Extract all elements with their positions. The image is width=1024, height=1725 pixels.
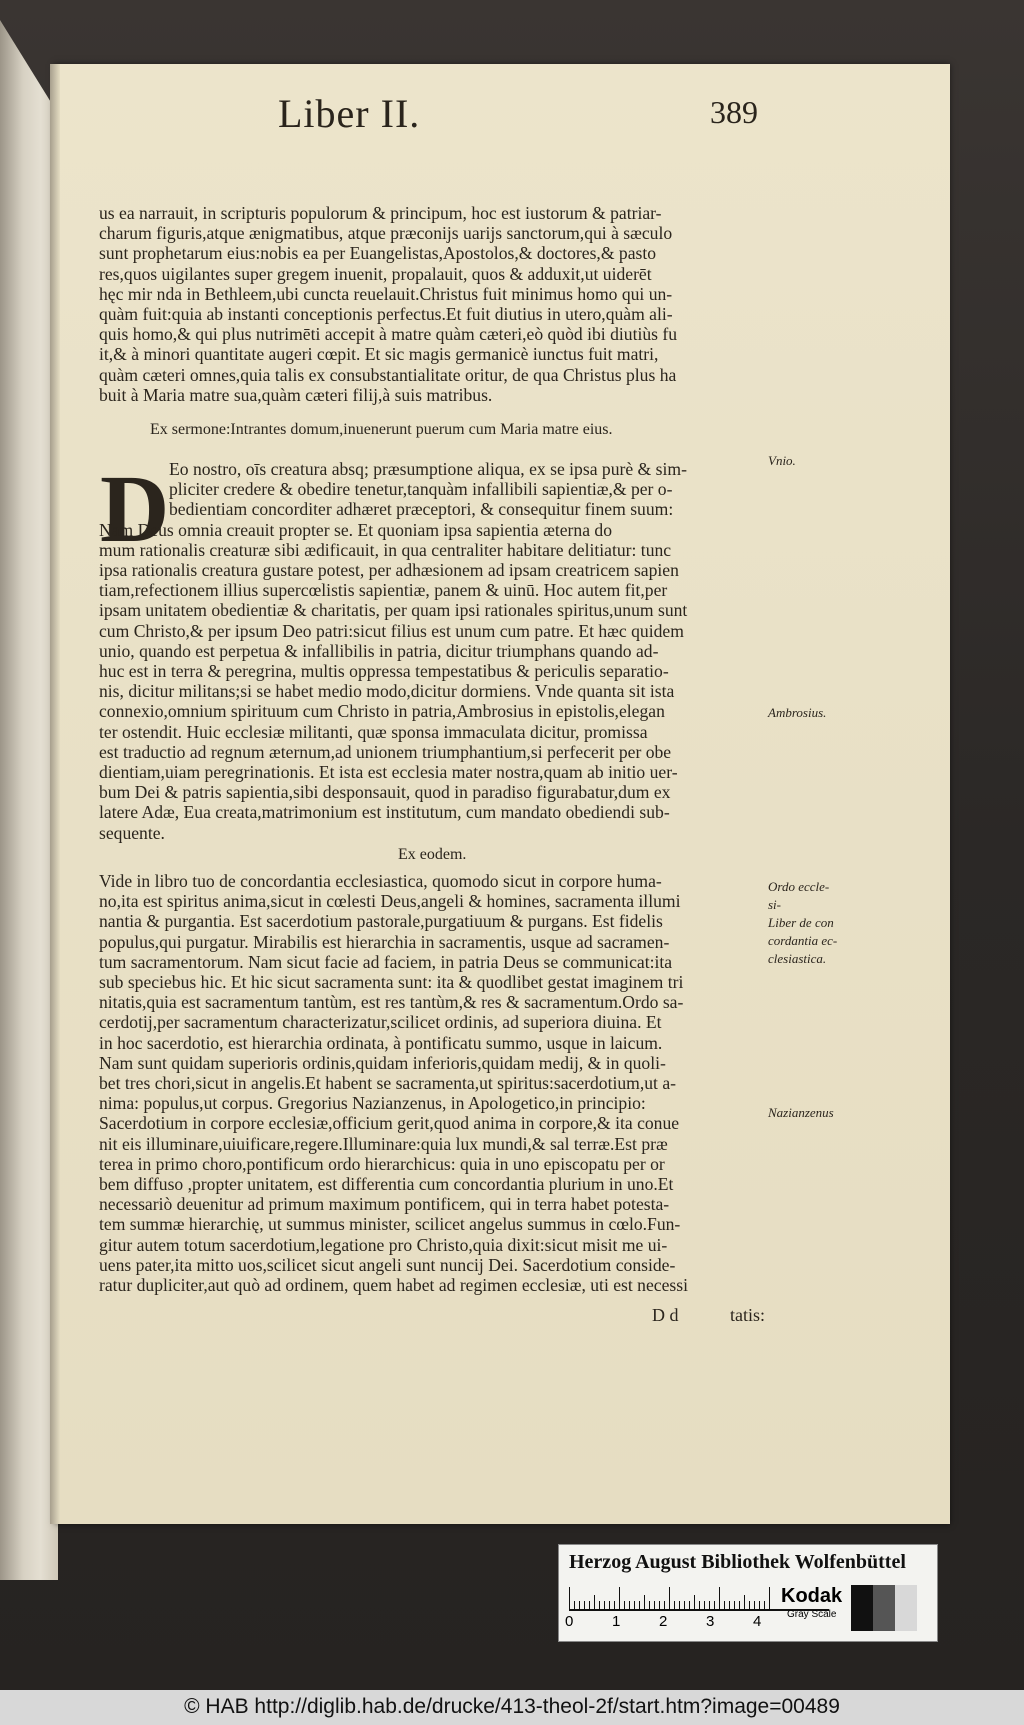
library-name: Herzog August Bibliothek Wolfenbüttel <box>569 1551 906 1573</box>
ruler-tick <box>764 1601 765 1609</box>
ruler-tick <box>694 1595 695 1609</box>
ruler-tick <box>569 1587 570 1609</box>
ruler-tick <box>624 1601 625 1609</box>
paragraph-2 <box>99 455 759 843</box>
rubric-sermon: Ex sermone:Intrantes domum,inuenerunt puerum cum Maria matre eius. <box>150 421 613 438</box>
ruler-tick <box>619 1587 620 1609</box>
text-line: necessariò deuenitur ad primum maximum pontificem, qui in terra habet potesta- <box>99 1194 670 1215</box>
text-line: buit à Maria matre sua,quàm cæteri filij,à suis matribus. <box>99 384 493 405</box>
ruler-tick <box>674 1601 675 1609</box>
ruler-tick <box>689 1601 690 1609</box>
ruler-tick <box>729 1601 730 1609</box>
ruler-tick <box>589 1601 590 1609</box>
text-line: sunt prophetarum eius:nobis ea per Euangelistas,Apostolos,& doctores,& pasto <box>99 243 657 264</box>
ruler-label: 3 <box>706 1613 715 1630</box>
text-line: quis homo,& qui plus nutrimēti accepit à matre quàm cæteri,eò quòd ibi diutiùs fu <box>99 324 678 345</box>
gray-swatch-black <box>851 1585 873 1631</box>
rubric-ex-eodem: Ex eodem. <box>398 846 467 863</box>
text-line: ipsam unitatem obedientiæ & charitatis, per quam ipsi rationales spiritus,unum sunt <box>99 600 688 621</box>
footer-url: © HAB http://diglib.hab.de/drucke/413-theol-2f/start.htm?image=00489 <box>184 1695 840 1718</box>
text-line: cum Christo,& per ipsum Deo patri:sicut filius est unum cum patre. Et hæc quidem <box>99 620 684 641</box>
text-line: quàm cæteri omnes,quia talis ex consubstantialitate oritur, de qua Christus plus ha <box>99 364 677 385</box>
text-line: Nam sunt quidam superioris ordinis,quidam inferioris,quidam medij, & in quoli- <box>99 1052 666 1073</box>
text-line: dientiam,uiam peregrinationis. Et ista est ecclesia mater nostra,quam ab initio uer- <box>99 762 678 783</box>
ruler-tick <box>574 1601 575 1609</box>
running-head: Liber II. <box>278 91 421 136</box>
ruler-tick <box>749 1601 750 1609</box>
text-line: nitatis,quia est sacramentum tantùm, est res tantùm,& res & sacramentum.Ordo sa- <box>99 992 684 1013</box>
text-line: ipsa rationalis creatura gustare potest, per adhæsionem ad ipsam creatricem sapien <box>99 560 679 581</box>
text-line: Eo nostro, oīs creatura absq; præsumptione aliqua, ex se ipsa purè & sim- <box>169 459 687 479</box>
ruler-tick <box>579 1601 580 1609</box>
ruler-tick <box>754 1601 755 1609</box>
ruler-tick <box>679 1601 680 1609</box>
text-line: bedientiam concorditer adhæret præceptori, & consequitur finem suum: <box>169 499 674 520</box>
text-line: us ea narrauit, in scripturis populorum & principum, hoc est iustorum & patriar- <box>99 203 662 223</box>
ruler-tick <box>659 1601 660 1609</box>
margin-note-liber: Liber de con cordantia ec- clesiastica. <box>768 915 838 966</box>
ruler-tick <box>629 1601 630 1609</box>
ruler-tick <box>699 1601 700 1609</box>
ruler-tick <box>759 1601 760 1609</box>
gray-swatch-mid <box>873 1585 895 1631</box>
margin-note-ambrosius: Ambrosius. <box>768 705 827 720</box>
text-line: quàm fuit:quia ab instanti conceptionis perfectus.Et fuit diutius in utero,quàm ali- <box>99 304 673 325</box>
ruler-tick <box>669 1587 670 1609</box>
ruler-label: 2 <box>659 1613 668 1630</box>
text-line: nit eis illuminare,uiuificare,regere.Illuminare:quia lux mundi,& sal terræ.Est præ <box>99 1133 668 1154</box>
gray-scale-label: Gray Scale <box>787 1609 837 1620</box>
gray-swatch-light <box>895 1585 917 1631</box>
text-line: tum sacramentorum. Nam sicut facie ad faciem, in patria Deus se communicat:ita <box>99 951 673 972</box>
text-line: unio, quando est perpetua & infallibilis in patria, dicitur triumphans quando ad- <box>99 640 659 661</box>
text-line: in hoc sacerdotio, est hierarchia ordinata, à pontificatu summo, usque in laicum. <box>99 1032 663 1053</box>
margin-note-ordo: Ordo eccle- si- <box>768 879 830 912</box>
page-gutter <box>50 64 60 1524</box>
text-line: Sacerdotium in corpore ecclesiæ,officium gerit,quod anima in corpore,& ita conue <box>99 1113 680 1134</box>
text-line: sequente. <box>99 822 165 843</box>
margin-note-nazianzenus: Nazianzenus <box>768 1105 834 1120</box>
ruler-tick <box>769 1587 770 1609</box>
text-line: est traductio ad regnum æternum,ad unionem triumphantium,si perfecerit per obe <box>99 741 672 762</box>
footer-bar <box>0 1690 1024 1725</box>
text-line: nantia & purgantia. Est sacerdotium pastorale,purgatiuum & purgans. Est fidelis <box>99 911 663 932</box>
text-line: populus,qui purgatur. Mirabilis est hierarchia in sacramentis, usque ad sacramen- <box>99 931 670 952</box>
kodak-logo: Kodak <box>781 1585 843 1607</box>
ruler-label: 1 <box>612 1613 621 1630</box>
paragraph-1 <box>99 203 759 405</box>
ruler-tick <box>649 1601 650 1609</box>
ruler-tick <box>639 1601 640 1609</box>
text-line: sub speciebus hic. Et hic sicut sacramenta sunt: ita & quodlibet gestat imaginem tri <box>99 972 684 993</box>
text-line: res,quos uigilantes super gregem inuenit, propalauit, quos & adduxit,ut uiderēt <box>99 263 652 284</box>
text-line: charum figuris,atque ænigmatibus, atque præconijs uarijs sanctorum,qui à sæculo <box>99 223 673 244</box>
ruler-tick <box>664 1601 665 1609</box>
text-line: ratur dupliciter,aut quò ad ordinem, quem habet ad regimen ecclesiæ, uti est necessi <box>99 1275 688 1296</box>
text-line: latere Adæ, Eua creata,matrimonium est institutum, cum mandato obediendi sub- <box>99 802 670 823</box>
catchword: tatis: <box>730 1305 765 1325</box>
text-line: nis, dicitur militans;si se habet medio modo,dicitur dormiens. Vnde quanta sit ista <box>99 681 675 702</box>
ruler-tick <box>644 1595 645 1609</box>
margin-note-unio: Vnio. <box>768 453 796 468</box>
ruler-tick <box>704 1601 705 1609</box>
paragraph-3 <box>99 871 759 1295</box>
text-line: bet tres chori,sicut in angelis.Et habent se sacramenta,ut spiritus:sacerdotium,ut a- <box>99 1073 677 1094</box>
text-line: ter ostendit. Huic ecclesiæ militanti, quæ sponsa immaculata dicitur, promissa <box>99 721 648 742</box>
ruler-label: 0 <box>565 1613 574 1630</box>
text-line: cerdotij,per sacramentum characterizatur,scilicet ordinis, ad superiora diuina. Et <box>99 1012 662 1033</box>
ruler-tick <box>594 1595 595 1609</box>
ruler-tick <box>724 1601 725 1609</box>
ruler-tick <box>684 1601 685 1609</box>
ruler-tick <box>609 1601 610 1609</box>
text-line: mum rationalis creaturæ sibi ædificauit, in qua centraliter habitare delitiatur: tunc <box>99 539 672 560</box>
text-line: uens pater,ita mitto uos,scilicet sicut angeli sunt nuncij Dei. Sacerdotium conside- <box>99 1254 676 1275</box>
text-line: hęc mir nda in Bethleem,ubi cuncta reuelauit.Christus fuit minimus homo qui un- <box>99 283 673 304</box>
ruler-tick <box>739 1601 740 1609</box>
ruler-tick <box>714 1601 715 1609</box>
ruler-tick <box>604 1601 605 1609</box>
ruler-tick <box>709 1601 710 1609</box>
text-line: bum Dei & patris sapientia,sibi desponsauit, quod in paradiso figurabatur,dum ex <box>99 782 671 803</box>
text-line: no,ita est spiritus anima,sicut in cœlesti Deus,angeli & homines, sacramenta illumi <box>99 891 681 912</box>
ruler-tick <box>599 1601 600 1609</box>
text-line: tiam,refectionem illius supercœlistis sapientiæ, panem & uinū. Hoc autem fit,per <box>99 580 668 601</box>
ruler-tick <box>584 1601 585 1609</box>
signature-mark: D d <box>652 1305 679 1325</box>
ruler-tick <box>634 1601 635 1609</box>
text-line: tem summæ hierarchię, ut summus minister, scilicet angelus summus in cœlo.Fun- <box>99 1214 681 1235</box>
text-line: pliciter credere & obedire tenetur,tanquàm infallibili sapientiæ,& per o- <box>169 479 673 500</box>
page-number: 389 <box>710 94 758 130</box>
ruler-tick <box>734 1601 735 1609</box>
ruler-tick <box>614 1601 615 1609</box>
color-target-card <box>558 1544 938 1642</box>
text-line: gitur autem totum sacerdotium,legatione pro Christo,quia dixit:sicut misit me ui- <box>99 1234 668 1255</box>
text-line: bem diffuso ,propter unitatem, est differentia cum concordantia plurium in uno.Et <box>99 1174 674 1195</box>
drop-capital: D <box>100 455 170 562</box>
text-line: terea in primo choro,pontificum ordo hierarchicus: quia in uno episcopatu per or <box>99 1153 665 1174</box>
ruler-tick <box>744 1595 745 1609</box>
ruler-label: 4 <box>753 1613 762 1630</box>
text-line: it,& à minori quantitate augeri cœpit. Et sic magis germanicè iunctus fuit matri, <box>99 344 659 365</box>
text-line: Vide in libro tuo de concordantia ecclesiastica, quomodo sicut in corpore huma- <box>99 871 662 891</box>
ruler-tick <box>719 1587 720 1609</box>
text-line: Nam Deus omnia creauit propter se. Et quoniam ipsa sapientia æterna do <box>99 519 613 540</box>
ruler-tick <box>654 1601 655 1609</box>
text-line: huc est in terra & peregrina, multis oppressa tempestatibus & periculis separatio- <box>99 661 669 682</box>
text-line: connexio,omnium spirituum cum Christo in patria,Ambrosius in epistolis,elegan <box>99 701 665 722</box>
text-line: nima: populus,ut corpus. Gregorius Nazianzenus, in Apologetico,in principio: <box>99 1093 646 1114</box>
